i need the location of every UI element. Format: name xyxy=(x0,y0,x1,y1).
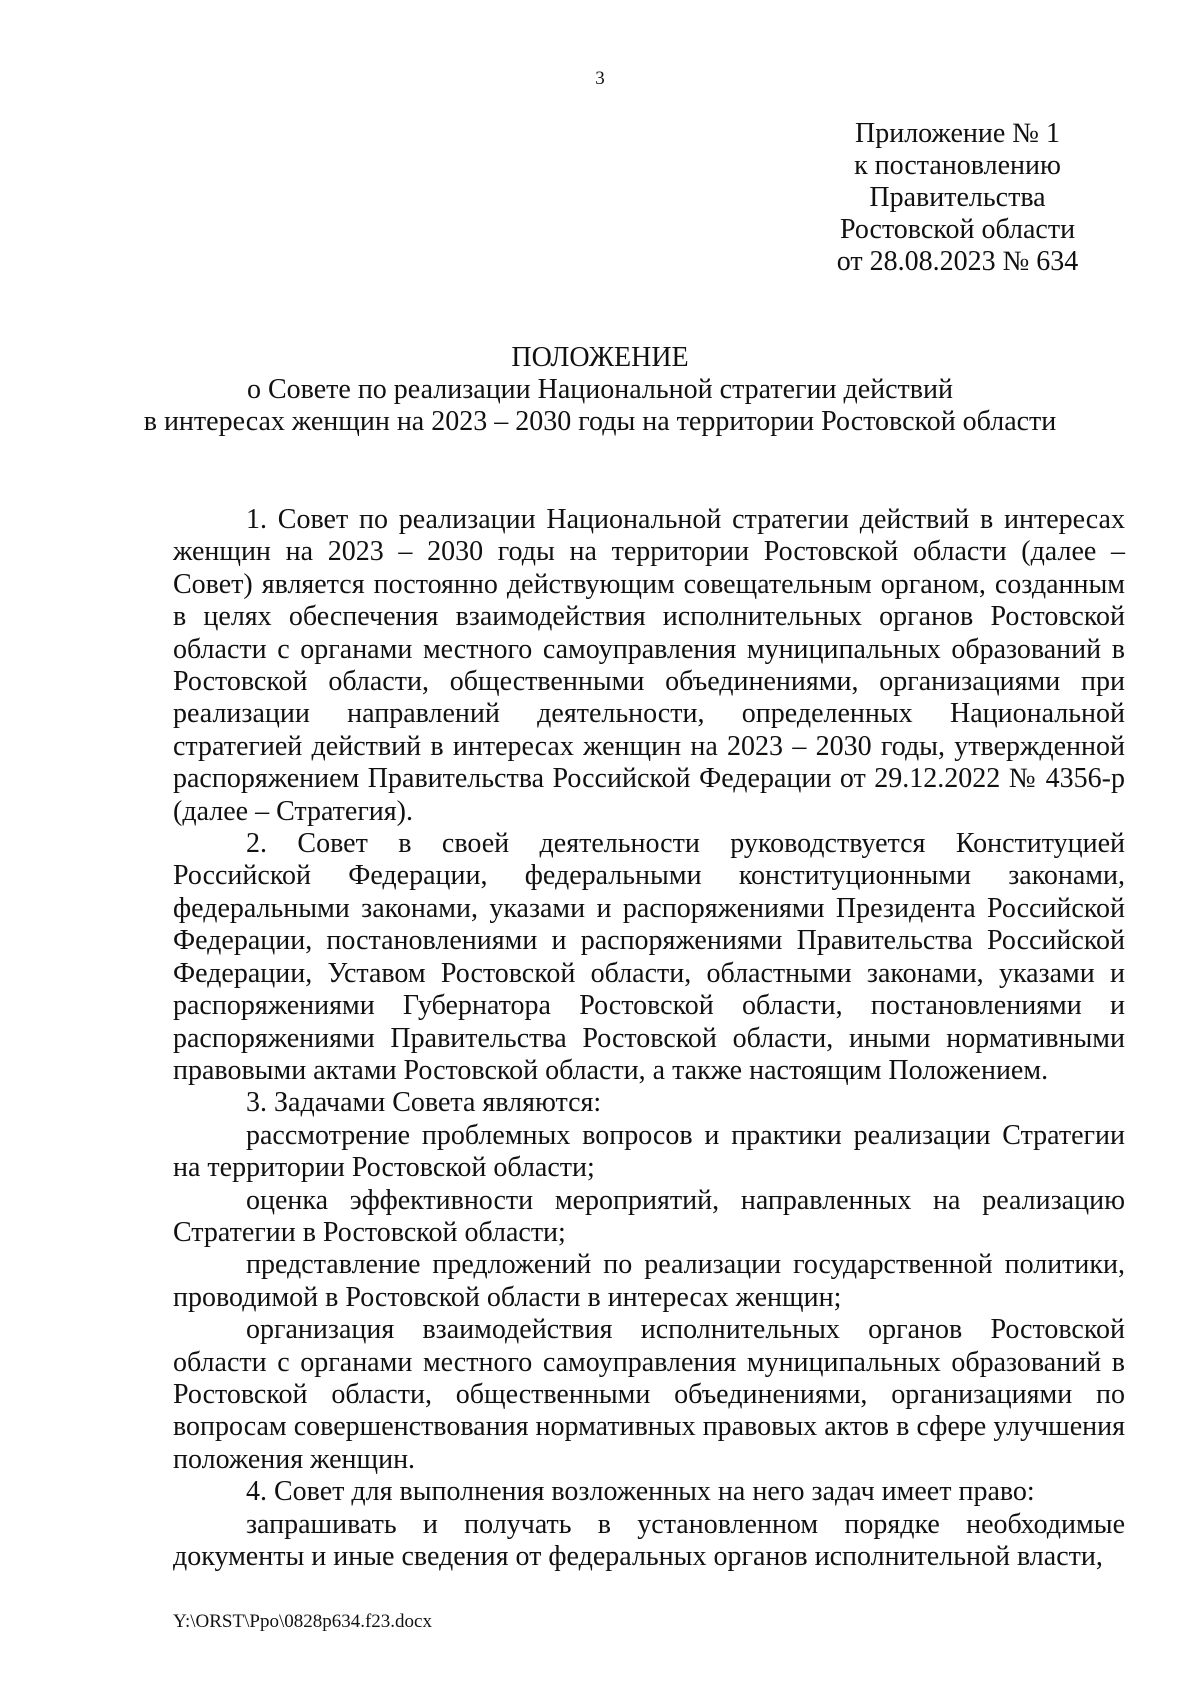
paragraph: представление предложений по реализации государственной политики, проводимой в Ростовской области в интересах женщин; xyxy=(173,1249,1125,1313)
paragraph: оценка эффективности мероприятий, направленных на реализацию Стратегии в Ростовской области; xyxy=(173,1184,1125,1248)
document-title xyxy=(0,342,1200,438)
paragraph: запрашивать и получать в установленном порядке необходимые документы и иные сведения от федеральных органов исполнительной власти, xyxy=(173,1508,1125,1572)
paragraph: 1. Совет по реализации Национальной стратегии действий в интересах женщин на 2023 – 2030 годы на территории Ростовской области (далее – Совет) является постоянно действующим совещательным органом, созданным в целях обеспечения взаимодействия исполнительных органов Ростовской области с органами местного самоуправления муниципальных образований в Ростовской области, общественными объединениями, организациями при реализации направлений деятельности, определенных Национальной стратегией действий в интересах женщин на 2023 – 2030 годы, утвержденной распоряжением Правительства Российской Федерации от 29.12.2022 № 4356-р (далее – Стратегия). xyxy=(173,504,1125,827)
paragraph: 2. Совет в своей деятельности руководствуется Конституцией Российской Федерации, федеральными конституционными законами, федеральными законами, указами и распоряжениями Президента Российской Федерации, постановлениями и распоряжениями Правительства Российской Федерации, Уставом Ростовской области, областными законами, указами и распоряжениями Губернатора Ростовской области, постановлениями и распоряжениями Правительства Ростовской области, иными нормативными правовыми актами Ростовской области, а также настоящим Положением. xyxy=(173,828,1125,1086)
appendix-line: к постановлению xyxy=(854,150,1061,181)
appendix-line: Приложение № 1 xyxy=(855,118,1060,149)
page-number: 3 xyxy=(595,68,605,89)
paragraph: организация взаимодействия исполнительных органов Ростовской области с органами местного самоуправления муниципальных образований в Ростовской области, общественными объединениями, организациями по вопросам совершенствования нормативных правовых актов в сфере улучшения положения женщин. xyxy=(173,1314,1125,1475)
title-heading: ПОЛОЖЕНИЕ xyxy=(511,342,689,373)
appendix-line: Правительства xyxy=(869,182,1046,213)
appendix-line: от 28.08.2023 № 634 xyxy=(836,246,1079,277)
paragraph: рассмотрение проблемных вопросов и практики реализации Стратегии на территории Ростовской области; xyxy=(173,1119,1125,1184)
footer-file-path: Y:\ORST\Ppo\0828p634.f23.docx xyxy=(173,1611,432,1632)
appendix-line: Ростовской области xyxy=(839,214,1076,245)
title-subtitle-line: о Совете по реализации Национальной стратегии действий xyxy=(247,374,953,405)
title-subtitle-line: в интересах женщин на 2023 – 2030 годы на территории Ростовской области xyxy=(143,406,1057,437)
paragraph: 4. Совет для выполнения возложенных на него задач имеет право: xyxy=(246,1476,1035,1508)
document-body xyxy=(173,504,1125,1573)
appendix-header xyxy=(835,118,1080,278)
paragraph: 3. Задачами Совета являются: xyxy=(246,1087,602,1119)
